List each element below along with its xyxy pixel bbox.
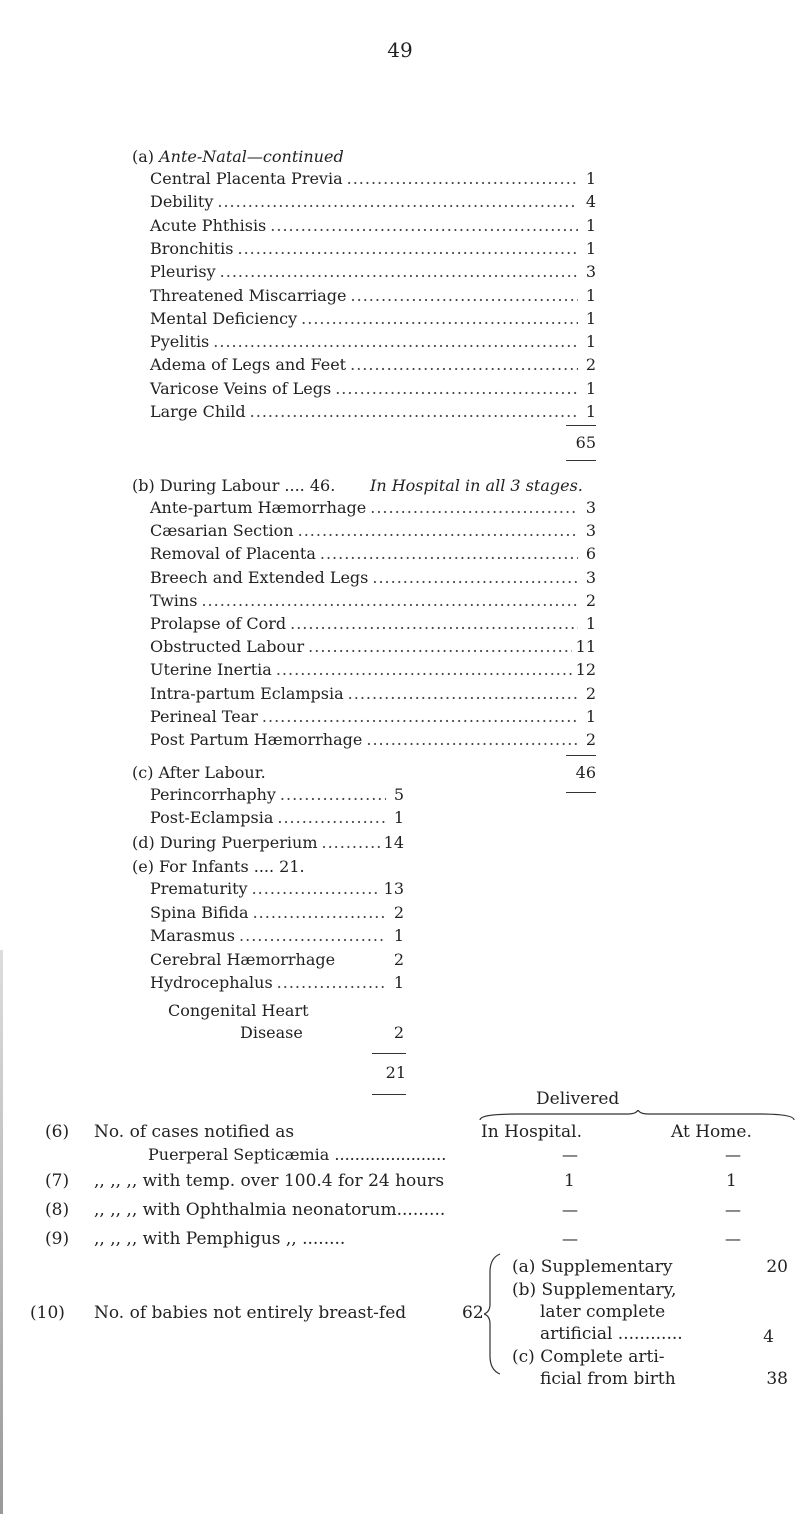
labour-value: 2 (585, 683, 596, 703)
antenatal-heading (132, 146, 344, 168)
labour-row (150, 729, 596, 751)
antenatal-value: 1 (585, 285, 596, 305)
antenatal-total-underline (566, 460, 596, 461)
antenatal-label: Mental Deficiency (150, 308, 298, 328)
antenatal-row (150, 261, 596, 283)
antenatal-row (150, 191, 596, 213)
puerperium-label: (d) During Puerperium (132, 833, 318, 852)
sub-a-value: 20 (766, 1257, 788, 1277)
sub-b-label-3: artificial ............ (540, 1324, 683, 1344)
labour-value: 3 (585, 567, 596, 587)
row8-text: ,, ,, ,, with Ophthalmia neonatorum......... (94, 1200, 446, 1220)
delivered-header: Delivered (536, 1089, 620, 1109)
infants-row (150, 925, 404, 947)
antenatal-value: 1 (585, 378, 596, 398)
antenatal-row (150, 378, 596, 400)
after-labour-row (150, 807, 404, 829)
labour-heading (132, 475, 335, 497)
antenatal-row (150, 331, 596, 353)
after-labour-heading: (c) After Labour. (132, 763, 266, 782)
sub-c-value: 38 (766, 1369, 788, 1389)
labour-row (150, 543, 596, 565)
labour-row (150, 683, 596, 705)
antenatal-row (150, 168, 596, 190)
infants-label: Hydrocephalus (150, 973, 273, 992)
infants-label: Spina Bifida (150, 902, 249, 922)
antenatal-row (150, 285, 596, 307)
antenatal-label: Acute Phthisis (150, 215, 267, 235)
chd-label-line2: Disease (240, 1023, 303, 1042)
labour-label: Perineal Tear (150, 706, 258, 726)
breastfed-brace (484, 1252, 504, 1376)
antenatal-total-rule (566, 425, 596, 426)
row7-home: 1 (726, 1171, 737, 1191)
infants-label: Marasmus (150, 926, 236, 945)
infants-row (150, 972, 404, 994)
labour-value: 3 (585, 521, 596, 541)
sub-a-label: (a) Supplementary (512, 1257, 673, 1277)
sub-b-label-2: later complete (540, 1302, 666, 1322)
labour-value: 2 (585, 730, 596, 749)
antenatal-value: 1 (585, 238, 596, 258)
infants-total-rule (372, 1053, 406, 1054)
labour-row (150, 567, 596, 589)
antenatal-value: 1 (585, 332, 596, 352)
labour-heading-text: (b) During Labour .... 46. (132, 476, 336, 495)
labour-row (150, 613, 596, 635)
puerperium-row (132, 832, 404, 854)
labour-value: 1 (585, 706, 596, 726)
row6-text: No. of cases notified as (94, 1122, 295, 1142)
row7-num: (7) (45, 1171, 70, 1191)
antenatal-value: 2 (585, 355, 596, 375)
labour-label: Obstructed Labour (150, 637, 305, 657)
labour-row (150, 520, 596, 542)
infants-total-underline (372, 1094, 406, 1095)
infants-value: 2 (393, 949, 404, 969)
after-labour-label: Post-Eclampsia (150, 808, 274, 827)
antenatal-label: Threatened Miscarriage (150, 285, 347, 305)
antenatal-row (150, 215, 596, 237)
labour-label: Cæsarian Section (150, 521, 294, 541)
labour-label: Twins (150, 590, 198, 610)
row10-text: No. of babies not entirely breast-fed (94, 1303, 407, 1323)
infants-row (150, 902, 404, 924)
antenatal-label: Adema of Legs and Feet (150, 355, 347, 375)
infants-row (150, 878, 404, 900)
antenatal-total: 65 (575, 433, 596, 452)
infants-value: 1 (393, 926, 404, 945)
page-number: 49 (387, 38, 413, 62)
labour-value: 6 (585, 544, 596, 564)
sub-c-label-1: (c) Complete arti- (512, 1347, 665, 1367)
row7-hospital: 1 (564, 1171, 575, 1191)
sub-b-value: 4 (763, 1327, 774, 1347)
row6-home: — (725, 1145, 741, 1164)
labour-label: Removal of Placenta (150, 544, 316, 564)
row8-num: (8) (45, 1200, 70, 1220)
antenatal-value: 4 (585, 192, 596, 212)
row9-home: — (725, 1229, 741, 1248)
antenatal-title: Ante-Natal—continued (159, 147, 344, 166)
antenatal-row (150, 238, 596, 260)
antenatal-label: Debility (150, 192, 214, 212)
row10-num: (10) (30, 1303, 65, 1323)
col-hospital: In Hospital. (481, 1122, 582, 1142)
labour-label: Uterine Inertia (150, 660, 272, 680)
col-home: At Home. (671, 1122, 752, 1142)
antenatal-row (150, 354, 596, 376)
infants-row (150, 949, 404, 971)
antenatal-label: Pleurisy (150, 262, 216, 282)
antenatal-label: Pyelitis (150, 332, 210, 352)
infants-total: 21 (385, 1063, 406, 1082)
infants-heading: (e) For Infants .... 21. (132, 857, 305, 876)
labour-total-rule (566, 755, 596, 756)
row9-hospital: — (562, 1229, 578, 1248)
antenatal-value: 3 (585, 262, 596, 282)
antenatal-label: Bronchitis (150, 238, 234, 258)
after-labour-label: Perincorrhaphy (150, 785, 276, 804)
infants-value: 2 (393, 902, 404, 922)
infants-value: 13 (383, 879, 404, 898)
antenatal-label: Varicose Veins of Legs (150, 378, 332, 398)
row8-hospital: — (562, 1200, 578, 1219)
labour-row (150, 636, 596, 658)
chd-label-line1: Congenital Heart (168, 1001, 309, 1020)
labour-value: 11 (575, 637, 596, 657)
labour-note: In Hospital in all 3 stages. (370, 476, 583, 495)
puerperium-value: 14 (383, 833, 404, 852)
row6-num: (6) (45, 1122, 70, 1142)
row6-hospital: — (562, 1145, 578, 1164)
antenatal-value: 1 (585, 169, 596, 188)
row6-text2: Puerperal Septicæmia ...................... (148, 1145, 447, 1164)
labour-label: Prolapse of Cord (150, 614, 287, 633)
antenatal-value: 1 (585, 402, 596, 421)
labour-row (150, 659, 596, 681)
after-labour-value: 5 (393, 785, 404, 804)
antenatal-value: 1 (585, 308, 596, 328)
sub-c-label-2: ficial from birth (540, 1369, 676, 1389)
antenatal-label: Large Child (150, 402, 246, 421)
infants-label: Prematurity (150, 879, 248, 898)
infants-value: 1 (393, 973, 404, 992)
labour-label: Post Partum Hæmorrhage (150, 730, 363, 749)
labour-total-underline (566, 792, 596, 793)
antenatal-label: Central Placenta Previa (150, 169, 343, 188)
labour-value: 2 (585, 590, 596, 610)
after-labour-value: 1 (393, 808, 404, 827)
labour-value: 1 (585, 614, 596, 633)
chd-value: 2 (393, 1023, 404, 1042)
after-labour-row (150, 784, 404, 806)
row9-text: ,, ,, ,, with Pemphigus ,, ........ (94, 1229, 346, 1249)
antenatal-prefix: (a) (132, 147, 155, 166)
infants-label: Cerebral Hæmorrhage (150, 949, 336, 969)
labour-label: Breech and Extended Legs (150, 567, 369, 587)
antenatal-row (150, 401, 596, 423)
labour-row (150, 590, 596, 612)
labour-label: Intra-partum Eclampsia (150, 683, 344, 703)
labour-total: 46 (575, 763, 596, 782)
labour-value: 12 (575, 660, 596, 680)
row7-text: ,, ,, ,, with temp. over 100.4 for 24 hours (94, 1171, 445, 1191)
labour-label: Ante-partum Hæmorrhage (150, 498, 367, 517)
labour-value: 3 (585, 498, 596, 517)
antenatal-value: 1 (585, 215, 596, 235)
sub-b-label-1: (b) Supplementary, (512, 1280, 677, 1300)
row10-value: 62 (462, 1303, 484, 1323)
antenatal-row (150, 308, 596, 330)
row8-home: — (725, 1200, 741, 1219)
labour-row (150, 497, 596, 519)
labour-row (150, 706, 596, 728)
row9-num: (9) (45, 1229, 70, 1249)
scan-edge (0, 950, 3, 1514)
